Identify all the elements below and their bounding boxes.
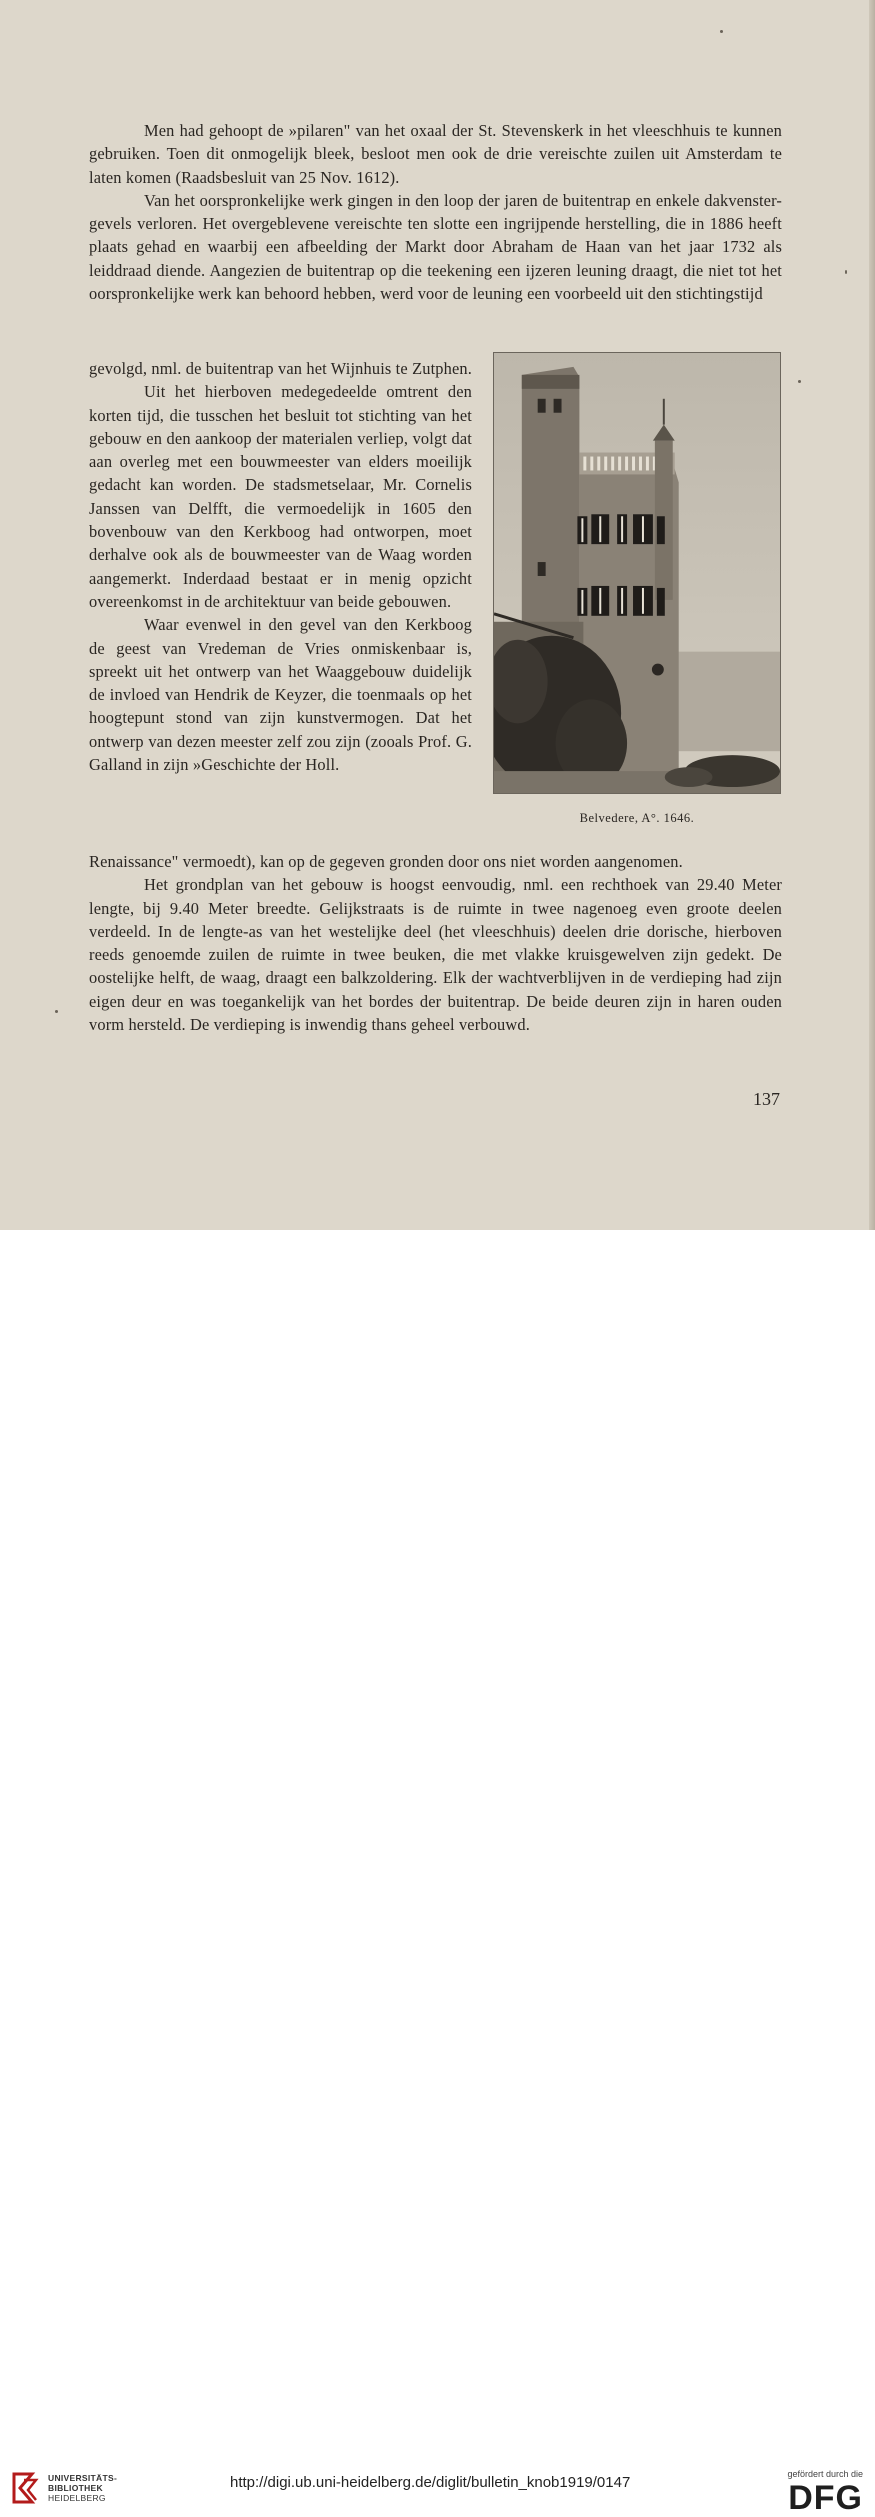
- library-line-2: BIBLIOTHEK: [48, 2483, 103, 2493]
- ub-heidelberg-logo-icon: [10, 2468, 40, 2512]
- funder-note: gefördert durch die: [787, 2469, 863, 2479]
- paragraph-keyzer: Waar evenwel in den gevel van den Kerkboog de geest van Vredeman de Vries onmiskenbaar is, spreekt uit het ontwerp van het Waaggebouw duidelijk de invloed van Hendrik de Keyzer, die toenmaals op het hoogtepunt stond van zijn kunstvermogen. Dat het ontwerp van dezen meester zelf zou zijn (zooals Prof. G. Galland in zijn »Geschichte der Holl.: [89, 615, 472, 775]
- paragraph-bouwmeester: Uit het hierboven medegedeelde omtrent den korten tijd, die tusschen het besluit tot stichting van het gebouw en den aankoop der materialen verliep, volgt dat aan overleg met een bouwmeester van elders moeilijk gedacht kan worden. De stadsmetselaar, Mr. Cornelis Janssen van Delfft, die vermoedelijk in 1605 den bovenbouw van den Kerkboog had ontworpen, moet derhalve ook als de bouwmeester van de Waag worden aangemerkt. Inderdaad bestaat er in menig opzicht overeenkomst in de architektuur van beide gebouwen.: [89, 382, 472, 611]
- library-line-3: HEIDELBERG: [48, 2493, 106, 2503]
- scanned-page: [0, 0, 875, 1230]
- top-text-block: [89, 119, 782, 305]
- page-edge: [869, 0, 875, 1230]
- paragraph-herstelling-tail: gevolgd, nml. de buitentrap van het Wijnhuis te Zutphen.: [89, 359, 472, 378]
- speck: [845, 270, 847, 274]
- dfg-logo: DFG: [788, 2479, 863, 2517]
- speck: [720, 30, 723, 33]
- bottom-text-block: [89, 850, 782, 1036]
- permalink-url[interactable]: http://digi.ub.uni-heidelberg.de/diglit/bulletin_knob1919/0147: [230, 2474, 631, 2491]
- belvedere-photo: [493, 352, 781, 794]
- left-column-text: [89, 357, 472, 776]
- paragraph-grondplan: Het grondplan van het gebouw is hoogst eenvoudig, nml. een rechthoek van 29.40 Meter lengte, bij 9.40 Meter breedte. Gelijkstraats is de ruimte in twee nagenoeg even groote deelen verdeeld. In de lengte-as van het westelijke deel (het vleeschhuis) deelen drie dorische, hierboven reeds genoemde zuilen de ruimte in twee beuken, die met vlakke kruisgewelven zijn gedekt. De oostelijke helft, de waag, draagt een balkzoldering. Elk der wachtverblijven in de verdieping had zijn eigen deur en was toegankelijk van het bordes der buitentrap. De beide deuren zijn in haren ouden vorm hersteld. De verdieping is inwendig thans geheel verbouwd.: [89, 875, 782, 1035]
- library-line-1: UNIVERSITÄTS-: [48, 2473, 118, 2483]
- speck: [798, 380, 801, 383]
- paragraph-oxaal: Men had gehoopt de »pilaren" van het oxaal der St. Stevenskerk in het vleeschhuis te kunnen gebruiken. Toen dit onmogelijk bleek, besloot men ook de drie vereischte zuilen uit Amsterdam te laten komen (Raadsbesluit van 25 Nov. 1612).: [89, 121, 782, 187]
- figure-caption: Belvedere, A°. 1646.: [579, 811, 695, 825]
- speck: [55, 1010, 58, 1013]
- paragraph-keyzer-tail: Renaissance" vermoedt), kan op de gegeven gronden door ons niet worden aangenomen.: [89, 852, 683, 871]
- viewer-footer: [0, 1230, 875, 2517]
- library-name: [48, 2473, 117, 2503]
- belvedere-illustration: [494, 353, 780, 793]
- paragraph-herstelling: Van het oorspronkelijke werk gingen in den loop der jaren de buitentrap en enkele dakvenster-gevels verloren. Het overgeblevene vereischte ten slotte een ingrijpende herstelling, die in 1886 heeft plaats gehad en waarbij een afbeelding der Markt door Abraham de Haan van het jaar 1732 als leiddraad diende. Aangezien de buitentrap op die teekening een ijzeren leuning draagt, die niet tot het oorspronkelijke werk kan behoord hebben, werd voor de leuning een voorbeeld uit den stichtingstijd: [89, 190, 782, 304]
- page-number: 137: [753, 1089, 780, 1109]
